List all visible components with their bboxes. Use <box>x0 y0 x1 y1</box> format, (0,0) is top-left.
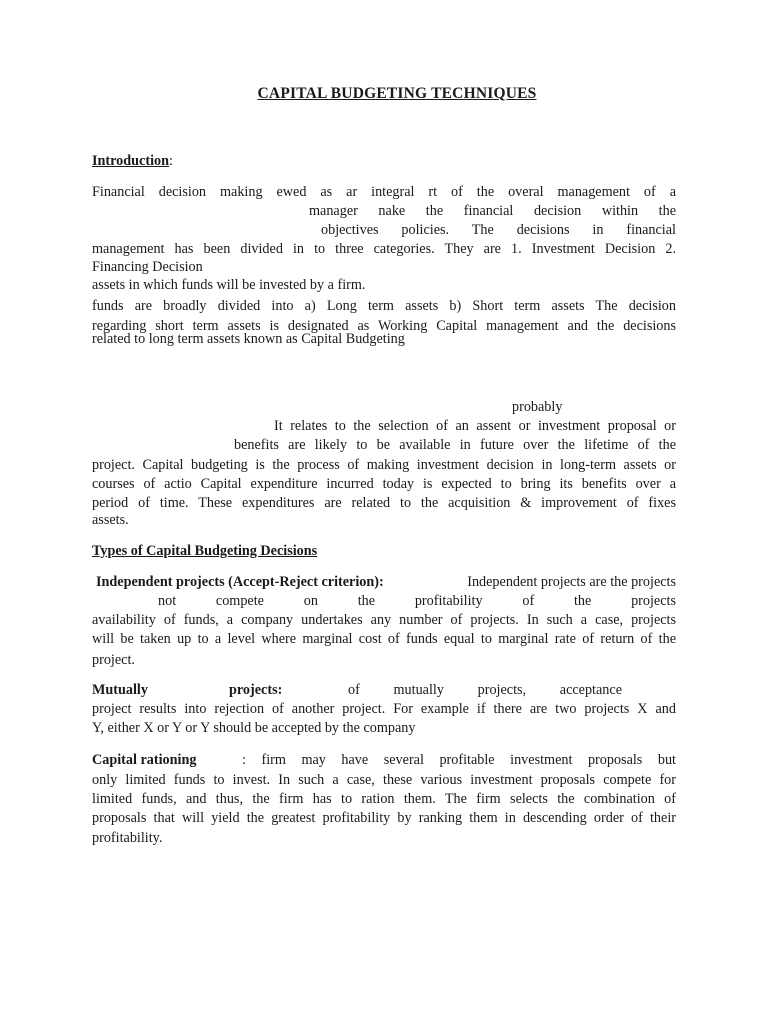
rationing-line-1 <box>92 751 676 769</box>
intro-line-7: funds are broadly divided into a) Long term assets b) Short term assets The decision <box>92 298 676 314</box>
rationing-line-2: only limited funds to invest. In such a case, these various investment proposals compete for <box>92 772 676 788</box>
types-heading: Types of Capital Budgeting Decisions <box>92 543 318 559</box>
intro-heading-colon: : <box>169 153 173 169</box>
independent-line-5: project. <box>92 652 135 668</box>
cb-line-5: courses of actio Capital expenditure incurred today is expected to bring its benefits over a <box>92 476 676 492</box>
intro-line-6: assets in which funds will be invested by a firm. <box>92 277 366 293</box>
intro-line-8: regarding short term assets is designated as Working Capital management and the decisions <box>92 318 676 334</box>
independent-line-4: will be taken up to a level where marginal cost of funds equal to marginal rate of return of the <box>92 631 676 647</box>
independent-label: Independent projects (Accept-Reject criterion): <box>96 574 384 590</box>
cb-line-1: probably <box>512 399 563 415</box>
cb-line-7: assets. <box>92 512 129 528</box>
rationing-text-1: : firm may have several profitable investment proposals but <box>242 752 676 768</box>
cb-line-2: It relates to the selection of an assent or investment proposal or <box>274 418 676 434</box>
cb-line-3: benefits are likely to be available in future over the lifetime of the <box>234 437 676 453</box>
mutually-line-3: Y, either X or Y or Y should be accepted by the company <box>92 720 416 736</box>
intro-heading-line <box>92 152 676 170</box>
cb-line-6: period of time. These expenditures are related to the acquisition & improvement of fixes <box>92 495 676 511</box>
intro-line-5: Financing Decision <box>92 259 203 275</box>
rationing-label: Capital rationing <box>92 752 197 768</box>
independent-line-3: availability of funds, a company undertakes any number of projects. In such a case, projects <box>92 612 676 628</box>
intro-line-1: Financial decision making ewed as ar integral rt of the overal management of a <box>92 184 676 200</box>
cb-line-4: project. Capital budgeting is the process of making investment decision in long-term assets or <box>92 457 676 473</box>
mutually-line-2: project results into rejection of another project. For example if there are two projects X and <box>92 701 676 717</box>
intro-line-4: management has been divided in to three categories. They are 1. Investment Decision 2. <box>92 241 676 257</box>
independent-line-1 <box>96 573 676 591</box>
intro-line-9: related to long term assets known as Capital Budgeting <box>92 331 405 347</box>
mutually-text-1: of mutually projects, acceptance <box>348 682 622 698</box>
mutually-line-1 <box>92 681 676 699</box>
rationing-line-3: limited funds, and thus, the firm has to ration them. The firm selects the combination of <box>92 791 676 807</box>
rationing-line-4: proposals that will yield the greatest profitability by ranking them in descending order of their <box>92 810 676 826</box>
rationing-line-5: profitability. <box>92 830 163 846</box>
mutually-label-a: Mutually <box>92 682 148 698</box>
independent-line-2: not compete on the profitability of the projects <box>158 593 676 609</box>
types-heading-line <box>92 542 676 560</box>
independent-text-1: Independent projects are the projects <box>467 574 676 590</box>
mutually-label-b: projects: <box>229 682 283 698</box>
intro-heading: Introduction <box>92 153 169 169</box>
document-title: CAPITAL BUDGETING TECHNIQUES <box>257 85 537 102</box>
intro-line-2: manager nake the financial decision within the <box>309 203 676 219</box>
intro-line-3: objectives policies. The decisions in financial <box>321 222 676 238</box>
